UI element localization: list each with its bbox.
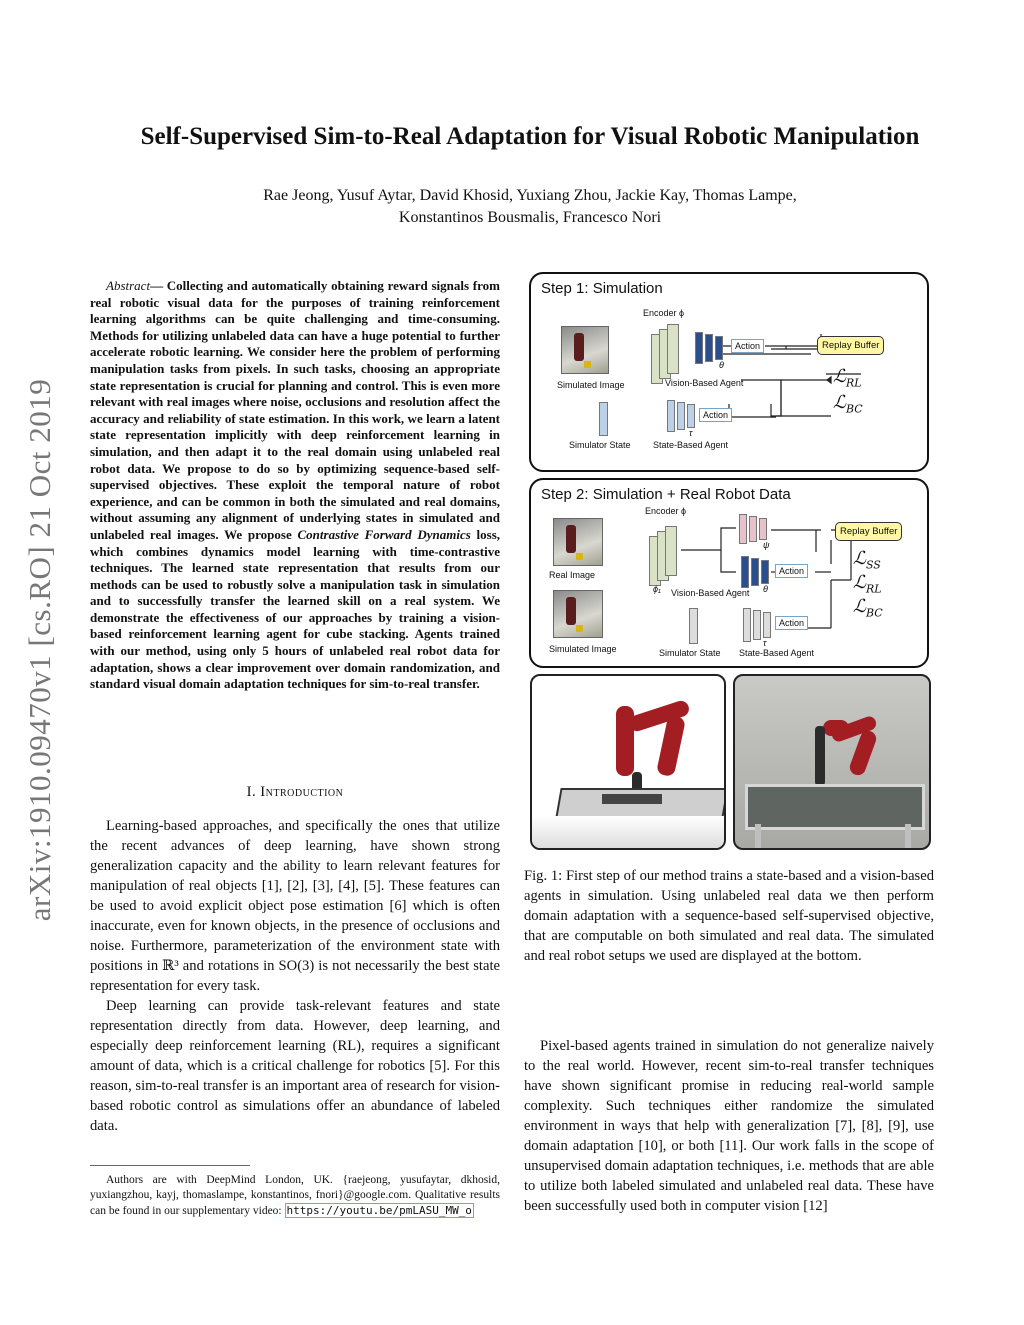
- sim-image-thumbnail-2: [553, 590, 603, 638]
- state-agent-label: State-Based Agent: [653, 440, 729, 450]
- vision2-layer-3: [761, 560, 769, 584]
- cube-shape: [584, 361, 591, 368]
- step1-title: Step 1: Simulation: [541, 280, 663, 297]
- loss-ss: [853, 548, 881, 572]
- sim-state-label: Simulator State: [569, 440, 631, 450]
- vision-agent-layer-3: [715, 336, 723, 360]
- state2-layer-2: [753, 610, 761, 640]
- vision-agent-label-2: Vision-Based Agent: [671, 588, 750, 598]
- replay-buffer: Replay Buffer: [817, 336, 884, 355]
- sim-image-label-2: Simulated Image: [549, 644, 617, 654]
- intro-paragraph-1: Learning-based approaches, and specifically the ones that utilize the recent advances of deep learning, have shown strong generalization capacity and the ability to learn relevant features for manipulation of real objects [1], [2], [3], [4], [5]. These features can be used to avoid explicit object pose estimation [6] which is often inaccurate, even for known objects, in the presence of occlusions and noise. Furthermore, parameterization of the environment state with positions in ℝ³ and rotations in SO(3) is not necessarily the best state representation for every task.: [90, 818, 500, 994]
- section-title: Introduction: [260, 784, 344, 800]
- intro-column: [90, 816, 500, 1136]
- sim-robot-arm-shape: [566, 597, 576, 625]
- paper-title: Self-Supervised Sim-to-Real Adaptation for Visual Robotic Manipulation: [140, 123, 920, 150]
- state2-layer-3: [763, 612, 771, 638]
- sim-floor: [532, 816, 724, 848]
- loss-bc-2: [853, 596, 883, 620]
- arxiv-identifier: arXiv:1910.09470v1 [cs.RO] 21 Oct 2019: [22, 378, 57, 922]
- abstract-lead: Abstract: [106, 278, 151, 293]
- psi-label: ψ: [763, 540, 770, 550]
- ss-head-layer-2: [749, 516, 757, 542]
- sim-cube-shape: [576, 625, 583, 632]
- abstract: [90, 278, 500, 693]
- real-robot-base: [815, 726, 825, 786]
- real-setup-photo: [733, 674, 931, 850]
- state-agent-label-2: State-Based Agent: [739, 648, 815, 658]
- author-list: [110, 185, 950, 229]
- real-robot-arm-shape: [566, 525, 576, 553]
- real-image-thumbnail: [553, 518, 603, 566]
- simulated-image-thumbnail: [561, 326, 609, 374]
- sim-state-label-2: Simulator State: [659, 648, 721, 658]
- encoder2-layer-3: [665, 526, 677, 576]
- vision2-layer-2: [751, 558, 759, 586]
- tau2-label: τ: [763, 638, 767, 648]
- step2-title: Step 2: Simulation + Real Robot Data: [541, 486, 791, 503]
- real-image-label: Real Image: [549, 570, 596, 580]
- encoder-label-2: Encoder ϕ: [645, 506, 687, 516]
- theta-label: θ: [719, 360, 724, 370]
- figure-caption: Fig. 1: First step of our method trains a state-based and a vision-based agents in simulation. Using unlabeled real data we then perform domain adaptation with a sequence-based self-supervised objective, that are computable on both simulated and real data. The simulated and real robot setups we used are displayed at the bottom.: [524, 868, 934, 964]
- footnote-rule: [90, 1165, 250, 1166]
- encoder-layer-3: [667, 324, 679, 374]
- ss-head-layer-3: [759, 518, 767, 540]
- state-agent-layer-1: [667, 400, 675, 432]
- loss-rl-subscript: RL: [845, 376, 862, 390]
- encoder-label: Encoder ϕ: [643, 308, 685, 318]
- step1-vision-action: Action: [731, 339, 764, 353]
- loss-bc-2-subscript: BC: [865, 606, 883, 620]
- simulator-state-vector: [599, 402, 608, 436]
- video-link[interactable]: https://youtu.be/pmLASU_MW_o: [286, 1204, 472, 1217]
- sim-bin-floor: [602, 794, 662, 804]
- vision-agent-label: Vision-Based Agent: [665, 378, 744, 388]
- loss-rl: [833, 366, 862, 390]
- loss-bc-2-symbol: ℒ: [853, 596, 866, 617]
- abstract-emphasis: Contrastive Forward Dynamics: [297, 526, 471, 542]
- vision2-layer-1: [741, 556, 749, 588]
- vision-agent-layer-1: [695, 332, 703, 364]
- loss-rl-2-subscript: RL: [865, 582, 882, 596]
- state-agent-layer-2: [677, 402, 685, 430]
- author-line-2: Konstantinos Bousmalis, Francesco Nori: [398, 209, 662, 226]
- loss-bc-symbol: ℒ: [833, 392, 846, 413]
- arxiv-sidebar: [10, 350, 70, 950]
- loss-bc: [833, 392, 863, 416]
- footnote: [90, 1173, 500, 1219]
- state2-layer-1: [743, 608, 751, 642]
- right-paragraph: Pixel-based agents trained in simulation do not generalize naively to the real world. However, recent sim-to-real transfer techniques have shown significant promise in reducing real-world sample complexity. Such techniques either randomize the simulated environment in ways that help with generalization [7], [8], [9], use domain adaptation [10], or both [11]. Our work falls in the scope of unsupervised domain adaptation techniques, i.e. methods that are able to utilize both labeled simulated and unlabeled real data. These have been successfully used both in computer vision [12]: [524, 1038, 934, 1214]
- abstract-paragraph: [90, 278, 500, 693]
- section-heading: [90, 784, 500, 801]
- footnote-text: [90, 1173, 500, 1219]
- right-column-text: [524, 1036, 934, 1216]
- author-line-1: Rae Jeong, Yusuf Aytar, David Khosid, Yuxiang Zhou, Jackie Kay, Thomas Lampe,: [263, 187, 797, 204]
- abstract-dash: —: [150, 278, 167, 293]
- state-agent-layer-3: [687, 404, 695, 428]
- simulated-setup-photo: [530, 674, 726, 850]
- table-leg-right: [905, 824, 911, 848]
- intro-paragraph-2: Deep learning can provide task-relevant features and state representation directly from data. However, deep learning, and especially deep reinforcement learning (RL), requires a significant amount of data, which is a critical challenge for robotics [5]. For this reason, sim-to-real transfer is an important area of research for vision-based robotic control as simulations offer an abundance of labeled data.: [90, 998, 500, 1134]
- phi1-label: ϕ₁: [653, 584, 661, 594]
- abstract-part2: loss, which combines dynamics model learning with time-contrastive techniques. The learned state representation that results from our methods can be used to robustly solve a manipulation task in simulation and to successfully transfer the learned skill on a real system. We demonstrate the effectiveness of our approaches by training a vision-based reinforcement learning agent for cube stacking. Agents trained with our method, using only 5 hours of unlabeled real robot data for adaptation, shows a clear improvement over domain randomization, and standard visual domain adaptation techniques for sim-to-real transfer.: [90, 526, 501, 692]
- loss-rl-symbol: ℒ: [833, 366, 846, 387]
- loss-ss-symbol: ℒ: [853, 548, 866, 569]
- replay-buffer-2: Replay Buffer: [835, 522, 902, 541]
- real-cube-shape: [576, 553, 583, 560]
- loss-rl-2-symbol: ℒ: [853, 572, 866, 593]
- loss-bc-subscript: BC: [845, 402, 863, 416]
- simulator-state-vector-2: [689, 608, 698, 644]
- ss-head-layer-1: [739, 514, 747, 544]
- table-leg-left: [755, 824, 761, 848]
- robot-arm-shape: [574, 333, 584, 361]
- theta2-label: θ: [763, 584, 768, 594]
- sim-robot-forearm: [656, 715, 686, 777]
- section-number: I.: [246, 784, 257, 800]
- tau-label: τ: [689, 428, 693, 438]
- vision-agent-layer-2: [705, 334, 713, 362]
- real-workspace-bin: [745, 784, 925, 830]
- figure-step1-panel: [529, 272, 929, 472]
- footnote-body: Authors are with DeepMind London, UK. {raejeong, yusufaytar, dkhosid, yuxiangzhou, kayj, thomaslampe, konstantinos, fnori}@google.com. Qualitative results can be found in our supplementary video:: [90, 1174, 500, 1217]
- loss-rl-2: [853, 572, 882, 596]
- abstract-part1: Collecting and automatically obtaining reward signals from real robotic visual data for the purposes of training reinforcement learning algorithms can be quite challenging and time-consuming. Methods for utilizing unlabeled data can have a huge potential to further accelerate robotic learning. We consider here the problem of performing manipulation tasks from pixels. In such tasks, choosing an appropriate state representation is crucial for planning and control. This is even more relevant with real images where noise, occlusions and resolution affect the accuracy and reliability of state estimation. In this work, we learn a latent state representation implicitly with deep reinforcement learning in simulation, and then adapt it to the real domain using unlabeled real robot data. We propose to do so by optimizing sequence-based self-supervised objectives. These exploit the temporal nature of robot experience, and can be common in both the simulated and real domains, without assuming any alignment of underlying states in simulated and unlabeled real images. We propose: [90, 278, 500, 542]
- step2-vision-action: Action: [775, 564, 808, 578]
- loss-ss-subscript: SS: [865, 558, 881, 572]
- step2-state-action: Action: [775, 616, 808, 630]
- figure-step2-panel: [529, 478, 929, 668]
- step1-state-action: Action: [699, 408, 732, 422]
- sim-image-label: Simulated Image: [557, 380, 625, 390]
